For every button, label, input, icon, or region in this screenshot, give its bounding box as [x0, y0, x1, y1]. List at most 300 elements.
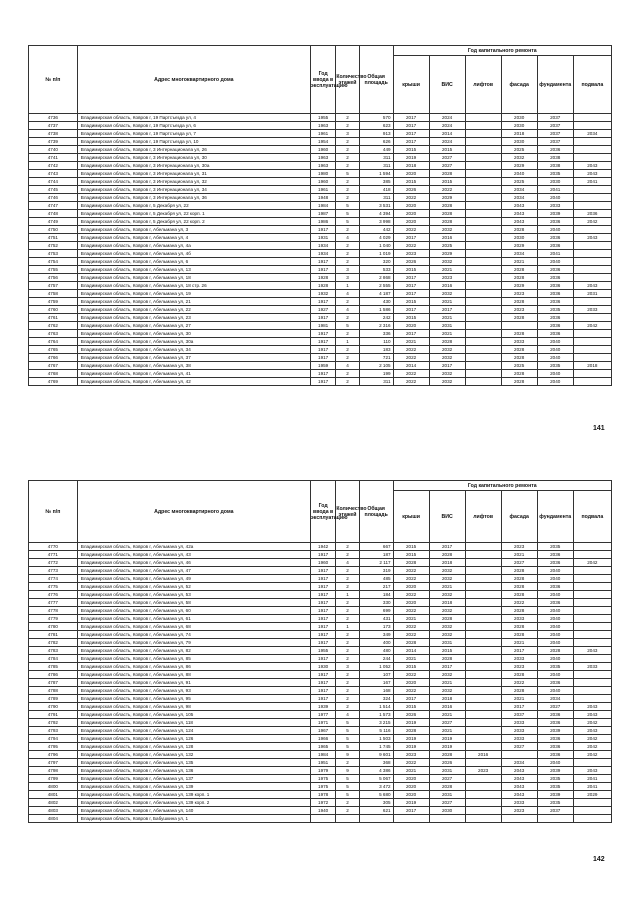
roof-year-cell: 2019	[393, 799, 429, 807]
vis-year-cell: 2028	[429, 338, 465, 346]
row-num-cell: 4770	[29, 543, 78, 551]
vis-year-cell: 2015	[429, 647, 465, 655]
table-row	[29, 202, 612, 210]
basement-year-cell	[573, 338, 611, 346]
year-built-cell: 1963	[310, 162, 335, 170]
year-built-cell: 1951	[310, 759, 335, 767]
table-row	[29, 346, 612, 354]
facade-year-cell: 2030	[501, 138, 537, 146]
foundation-year-cell: 2035	[537, 663, 573, 671]
foundation-year-cell: 2037	[537, 130, 573, 138]
year-built-cell: 1979	[310, 767, 335, 775]
foundation-year-cell: 2037	[537, 122, 573, 130]
header-vis: ВИС	[429, 56, 465, 114]
foundation-year-cell: 2036	[537, 290, 573, 298]
table-row	[29, 807, 612, 815]
foundation-year-cell: 2040	[537, 591, 573, 599]
row-num-cell: 4798	[29, 767, 78, 775]
foundation-year-cell: 2040	[537, 671, 573, 679]
year-built-cell: 1917	[310, 607, 335, 615]
basement-year-cell: 2041	[573, 775, 611, 783]
year-built-cell: 1960	[310, 559, 335, 567]
vis-year-cell: 2032	[429, 671, 465, 679]
foundation-year-cell: 2030	[537, 178, 573, 186]
address-cell: Владимирская область, Ковров г, 3 Интернационала ул, 31	[77, 170, 310, 178]
lift-year-cell	[465, 250, 501, 258]
lift-year-cell	[465, 543, 501, 551]
lift-year-cell	[465, 354, 501, 362]
table-row	[29, 687, 612, 695]
header-facade: фасада	[501, 56, 537, 114]
foundation-year-cell: 2035	[537, 306, 573, 314]
floors-cell: 2	[336, 807, 359, 815]
lift-year-cell	[465, 815, 501, 823]
basement-year-cell	[573, 623, 611, 631]
facade-year-cell: 2043	[501, 791, 537, 799]
floors-cell: 5	[336, 775, 359, 783]
lift-year-cell	[465, 130, 501, 138]
address-cell: Владимирская область, Ковров г, Абельмана ул, 140	[77, 807, 310, 815]
floors-cell: 2	[336, 703, 359, 711]
floors-cell: 4	[336, 306, 359, 314]
facade-year-cell: 2028	[501, 567, 537, 575]
total-area-cell: 1 586	[359, 306, 393, 314]
lift-year-cell	[465, 290, 501, 298]
vis-year-cell: 2016	[429, 234, 465, 242]
basement-year-cell	[573, 607, 611, 615]
foundation-year-cell: 2041	[537, 186, 573, 194]
foundation-year-cell: 2036	[537, 743, 573, 751]
facade-year-cell: 2028	[501, 575, 537, 583]
lift-year-cell	[465, 346, 501, 354]
facade-year-cell: 2028	[501, 631, 537, 639]
foundation-year-cell: 2040	[537, 631, 573, 639]
row-num-cell: 4762	[29, 322, 78, 330]
roof-year-cell: 2017	[393, 807, 429, 815]
facade-year-cell: 2025	[501, 146, 537, 154]
floors-cell: 2	[336, 162, 359, 170]
foundation-year-cell: 2040	[537, 346, 573, 354]
year-built-cell: 1928	[310, 274, 335, 282]
vis-year-cell: 2028	[429, 615, 465, 623]
basement-year-cell	[573, 154, 611, 162]
table-row	[29, 671, 612, 679]
address-cell: Владимирская область, Ковров г, 5 Декабря ул, 22 корп. 1	[77, 210, 310, 218]
total-area-cell: 1 019	[359, 250, 393, 258]
year-built-cell: 1939	[310, 703, 335, 711]
total-area-cell: 5 067	[359, 775, 393, 783]
year-built-cell: 1917	[310, 378, 335, 386]
header-lift: лифтов	[465, 56, 501, 114]
basement-year-cell	[573, 583, 611, 591]
vis-year-cell: 2028	[429, 170, 465, 178]
year-built-cell: 1917	[310, 583, 335, 591]
table-row	[29, 306, 612, 314]
total-area-cell: 3 531	[359, 202, 393, 210]
year-built-cell: 1942	[310, 543, 335, 551]
facade-year-cell: 2028	[501, 266, 537, 274]
address-cell: Владимирская область, Ковров г, Абельмана ул, 126	[77, 735, 310, 743]
foundation-year-cell: 2039	[537, 767, 573, 775]
foundation-year-cell: 2040	[537, 639, 573, 647]
basement-year-cell	[573, 575, 611, 583]
year-built-cell: 1917	[310, 623, 335, 631]
foundation-year-cell: 2040	[537, 615, 573, 623]
lift-year-cell	[465, 218, 501, 226]
header-capital-repair: Год капитального ремонта	[393, 46, 611, 56]
facade-year-cell: 2028	[501, 298, 537, 306]
lift-year-cell	[465, 322, 501, 330]
vis-year-cell: 2018	[429, 559, 465, 567]
year-built-cell: 1932	[310, 290, 335, 298]
lift-year-cell	[465, 735, 501, 743]
basement-year-cell	[573, 671, 611, 679]
header-roof: крыши	[393, 491, 429, 543]
facade-year-cell: 2030	[501, 122, 537, 130]
facade-year-cell: 2028	[501, 687, 537, 695]
roof-year-cell: 2015	[393, 314, 429, 322]
year-built-cell: 1967	[310, 727, 335, 735]
roof-year-cell: 2022	[393, 759, 429, 767]
table-row	[29, 194, 612, 202]
floors-cell: 5	[336, 743, 359, 751]
floors-cell: 1	[336, 338, 359, 346]
address-cell: Владимирская область, Ковров г, Абельмана ул, 27	[77, 322, 310, 330]
facade-year-cell: 2023	[501, 290, 537, 298]
facade-year-cell: 2025	[501, 178, 537, 186]
facade-year-cell	[501, 815, 537, 823]
floors-cell: 2	[336, 146, 359, 154]
total-area-cell: 913	[359, 130, 393, 138]
facade-year-cell: 2028	[501, 330, 537, 338]
foundation-year-cell: 2040	[537, 759, 573, 767]
table-row	[29, 647, 612, 655]
lift-year-cell	[465, 551, 501, 559]
basement-year-cell: 2042	[573, 743, 611, 751]
roof-year-cell: 2021	[393, 655, 429, 663]
year-built-cell: 1917	[310, 671, 335, 679]
lift-year-cell	[465, 114, 501, 122]
total-area-cell: 4 029	[359, 234, 393, 242]
floors-cell: 2	[336, 242, 359, 250]
basement-year-cell: 2043	[573, 727, 611, 735]
year-built-cell: 1986	[310, 218, 335, 226]
vis-year-cell: 2027	[429, 775, 465, 783]
floors-cell: 2	[336, 679, 359, 687]
total-area-cell: 2 316	[359, 322, 393, 330]
total-area-cell: 623	[359, 122, 393, 130]
vis-year-cell: 2032	[429, 354, 465, 362]
facade-year-cell: 2033	[501, 727, 537, 735]
facade-year-cell: 2028	[501, 354, 537, 362]
table-row	[29, 234, 612, 242]
year-built-cell: 1917	[310, 679, 335, 687]
roof-year-cell: 2019	[393, 743, 429, 751]
floors-cell: 4	[336, 559, 359, 567]
floors-cell: 2	[336, 631, 359, 639]
roof-year-cell: 2017	[393, 234, 429, 242]
basement-year-cell	[573, 122, 611, 130]
table-row	[29, 138, 612, 146]
floors-cell: 2	[336, 330, 359, 338]
total-area-cell: 311	[359, 194, 393, 202]
year-built-cell: 1948	[310, 194, 335, 202]
address-cell: Владимирская область, Ковров г, 5 Декабря ул, 22 корп. 2	[77, 218, 310, 226]
basement-year-cell: 2043	[573, 767, 611, 775]
roof-year-cell: 2017	[393, 330, 429, 338]
roof-year-cell: 2026	[393, 711, 429, 719]
foundation-year-cell: 2040	[537, 338, 573, 346]
year-built-cell: 1917	[310, 575, 335, 583]
basement-year-cell: 2041	[573, 783, 611, 791]
basement-year-cell	[573, 639, 611, 647]
vis-year-cell: 2022	[429, 186, 465, 194]
row-num-cell: 4751	[29, 234, 78, 242]
lift-year-cell	[465, 759, 501, 767]
year-built-cell: 1981	[310, 322, 335, 330]
roof-year-cell: 2022	[393, 631, 429, 639]
address-cell: Владимирская область, Ковров г, Абельмана ул, 124	[77, 727, 310, 735]
row-num-cell: 4759	[29, 298, 78, 306]
foundation-year-cell: 2034	[537, 695, 573, 703]
floors-cell: 5	[336, 202, 359, 210]
vis-year-cell: 2027	[429, 719, 465, 727]
floors-cell: 2	[336, 551, 359, 559]
roof-year-cell: 2020	[393, 583, 429, 591]
facade-year-cell: 2043	[501, 202, 537, 210]
basement-year-cell: 2041	[573, 178, 611, 186]
floors-cell: 2	[336, 567, 359, 575]
row-num-cell: 4761	[29, 314, 78, 322]
foundation-year-cell: 2040	[537, 607, 573, 615]
address-cell: Владимирская область, Ковров г, Абельмана ул, 42а	[77, 543, 310, 551]
floors-cell: 4	[336, 711, 359, 719]
row-num-cell: 4744	[29, 178, 78, 186]
row-num-cell: 4754	[29, 258, 78, 266]
roof-year-cell: 2026	[393, 186, 429, 194]
lift-year-cell	[465, 242, 501, 250]
lift-year-cell: 2023	[465, 767, 501, 775]
address-cell: Владимирская область, Ковров г, Абельмана ул, 52	[77, 583, 310, 591]
lift-year-cell	[465, 138, 501, 146]
basement-year-cell	[573, 298, 611, 306]
year-built-cell: 1963	[310, 122, 335, 130]
table-row	[29, 727, 612, 735]
year-built-cell: 1955	[310, 647, 335, 655]
basement-year-cell	[573, 186, 611, 194]
vis-year-cell: 2027	[429, 799, 465, 807]
row-num-cell: 4741	[29, 154, 78, 162]
address-cell: Владимирская область, Ковров г, Абельмана ул, 49	[77, 575, 310, 583]
basement-year-cell: 2042	[573, 751, 611, 759]
floors-cell: 4	[336, 234, 359, 242]
total-area-cell: 533	[359, 266, 393, 274]
row-num-cell: 4775	[29, 583, 78, 591]
table-row	[29, 719, 612, 727]
address-cell: Владимирская область, Ковров г, Абельмана ул, 21	[77, 298, 310, 306]
total-area-cell: 311	[359, 162, 393, 170]
floors-cell: 2	[336, 226, 359, 234]
floors-cell: 2	[336, 314, 359, 322]
year-built-cell: 1917	[310, 346, 335, 354]
facade-year-cell: 2021	[501, 695, 537, 703]
table-row	[29, 162, 612, 170]
basement-year-cell	[573, 615, 611, 623]
address-cell: Владимирская область, Ковров г, Абельмана ул, 137	[77, 775, 310, 783]
total-area-cell: 5 116	[359, 727, 393, 735]
table-row	[29, 791, 612, 799]
table-row	[29, 170, 612, 178]
year-built-cell: 1927	[310, 306, 335, 314]
facade-year-cell: 2028	[501, 370, 537, 378]
foundation-year-cell: 2038	[537, 162, 573, 170]
floors-cell: 5	[336, 170, 359, 178]
total-area-cell: 311	[359, 154, 393, 162]
year-built-cell: 1917	[310, 226, 335, 234]
row-num-cell: 4755	[29, 266, 78, 274]
table-row	[29, 290, 612, 298]
address-cell: Владимирская область, Ковров г, Абельмана ул, 4а	[77, 242, 310, 250]
vis-year-cell: 2021	[429, 679, 465, 687]
facade-year-cell: 2043	[501, 783, 537, 791]
foundation-year-cell: 2036	[537, 711, 573, 719]
address-cell: Владимирская область, Ковров г, Абельмана ул, 139 корп. 1	[77, 791, 310, 799]
roof-year-cell: 2014	[393, 362, 429, 370]
floors-cell: 5	[336, 719, 359, 727]
address-cell: Владимирская область, Ковров г, 3 Интернационала ул, 36	[77, 194, 310, 202]
lift-year-cell	[465, 671, 501, 679]
lift-year-cell	[465, 314, 501, 322]
year-built-cell: 1963	[310, 154, 335, 162]
facade-year-cell: 2028	[501, 346, 537, 354]
vis-year-cell: 2028	[429, 551, 465, 559]
address-cell: Владимирская область, Ковров г, Абельмана ул, 19	[77, 290, 310, 298]
vis-year-cell: 2031	[429, 639, 465, 647]
floors-cell: 3	[336, 130, 359, 138]
lift-year-cell	[465, 719, 501, 727]
year-built-cell: 1972	[310, 799, 335, 807]
roof-year-cell: 2020	[393, 599, 429, 607]
foundation-year-cell: 2028	[537, 647, 573, 655]
header-area: Общая площадь	[359, 46, 393, 114]
row-num-cell: 4736	[29, 114, 78, 122]
roof-year-cell: 2015	[393, 543, 429, 551]
total-area-cell: 418	[359, 186, 393, 194]
row-num-cell: 4788	[29, 687, 78, 695]
total-area-cell: 217	[359, 583, 393, 591]
basement-year-cell: 2018	[573, 362, 611, 370]
floors-cell: 2	[336, 122, 359, 130]
facade-year-cell: 2029	[501, 282, 537, 290]
roof-year-cell: 2022	[393, 194, 429, 202]
lift-year-cell	[465, 647, 501, 655]
basement-year-cell	[573, 194, 611, 202]
floors-cell: 4	[336, 362, 359, 370]
floors-cell: 2	[336, 194, 359, 202]
foundation-year-cell	[537, 815, 573, 823]
table-row	[29, 679, 612, 687]
lift-year-cell	[465, 775, 501, 783]
year-built-cell: 1917	[310, 695, 335, 703]
roof-year-cell: 2015	[393, 146, 429, 154]
table-row	[29, 543, 612, 551]
table-row	[29, 567, 612, 575]
year-built-cell: 1975	[310, 783, 335, 791]
address-cell: Владимирская область, Ковров г, Абельмана ул, 118	[77, 719, 310, 727]
header-floors: Количество этажей	[336, 46, 359, 114]
row-num-cell: 4752	[29, 242, 78, 250]
floors-cell: 2	[336, 250, 359, 258]
foundation-year-cell: 2040	[537, 655, 573, 663]
table-row	[29, 322, 612, 330]
row-num-cell: 4774	[29, 575, 78, 583]
table-row	[29, 282, 612, 290]
lift-year-cell	[465, 234, 501, 242]
basement-year-cell	[573, 815, 611, 823]
year-built-cell: 1917	[310, 639, 335, 647]
year-built-cell: 1977	[310, 711, 335, 719]
row-num-cell: 4756	[29, 274, 78, 282]
vis-year-cell: 2029	[429, 250, 465, 258]
address-cell: Владимирская область, Ковров г, 3 Интернационала ул, 30	[77, 154, 310, 162]
floors-cell: 3	[336, 663, 359, 671]
vis-year-cell: 2021	[429, 330, 465, 338]
year-built-cell: 1940	[310, 807, 335, 815]
basement-year-cell	[573, 543, 611, 551]
address-cell: Владимирская область, Ковров г, 3 Интернационала ул, 26	[77, 146, 310, 154]
year-built-cell: 1966	[310, 735, 335, 743]
basement-year-cell: 2036	[573, 210, 611, 218]
total-area-cell: 1 040	[359, 242, 393, 250]
vis-year-cell: 2028	[429, 655, 465, 663]
row-num-cell: 4738	[29, 130, 78, 138]
year-built-cell: 1917	[310, 655, 335, 663]
basement-year-cell	[573, 258, 611, 266]
year-built-cell: 1917	[310, 354, 335, 362]
total-area-cell: 244	[359, 655, 393, 663]
floors-cell: 5	[336, 735, 359, 743]
header-vis: ВИС	[429, 491, 465, 543]
row-num-cell: 4785	[29, 663, 78, 671]
header-roof: крыши	[393, 56, 429, 114]
row-num-cell: 4781	[29, 631, 78, 639]
lift-year-cell	[465, 306, 501, 314]
header-num: № п/п	[29, 46, 78, 114]
vis-year-cell: 2021	[429, 711, 465, 719]
facade-year-cell: 2023	[501, 807, 537, 815]
total-area-cell: 184	[359, 591, 393, 599]
vis-year-cell: 2027	[429, 154, 465, 162]
foundation-year-cell: 2039	[537, 210, 573, 218]
row-num-cell: 4771	[29, 551, 78, 559]
total-area-cell: 305	[359, 799, 393, 807]
row-num-cell: 4768	[29, 370, 78, 378]
vis-year-cell: 2024	[429, 122, 465, 130]
lift-year-cell	[465, 370, 501, 378]
vis-year-cell: 2024	[429, 138, 465, 146]
basement-year-cell: 2042	[573, 735, 611, 743]
address-cell: Владимирская область, Ковров г, Абельмана ул, 30	[77, 330, 310, 338]
address-cell: Владимирская область, Ковров г, Абельмана ул, 38	[77, 362, 310, 370]
address-cell: Владимирская область, Ковров г, Абельмана ул, 18	[77, 274, 310, 282]
row-num-cell: 4760	[29, 306, 78, 314]
address-cell: Владимирская область, Ковров г, Абельмана ул, 4	[77, 234, 310, 242]
floors-cell: 2	[336, 575, 359, 583]
lift-year-cell	[465, 362, 501, 370]
address-cell: Владимирская область, Ковров г, Абельмана ул, 30а	[77, 338, 310, 346]
roof-year-cell: 2022	[393, 671, 429, 679]
lift-year-cell	[465, 631, 501, 639]
